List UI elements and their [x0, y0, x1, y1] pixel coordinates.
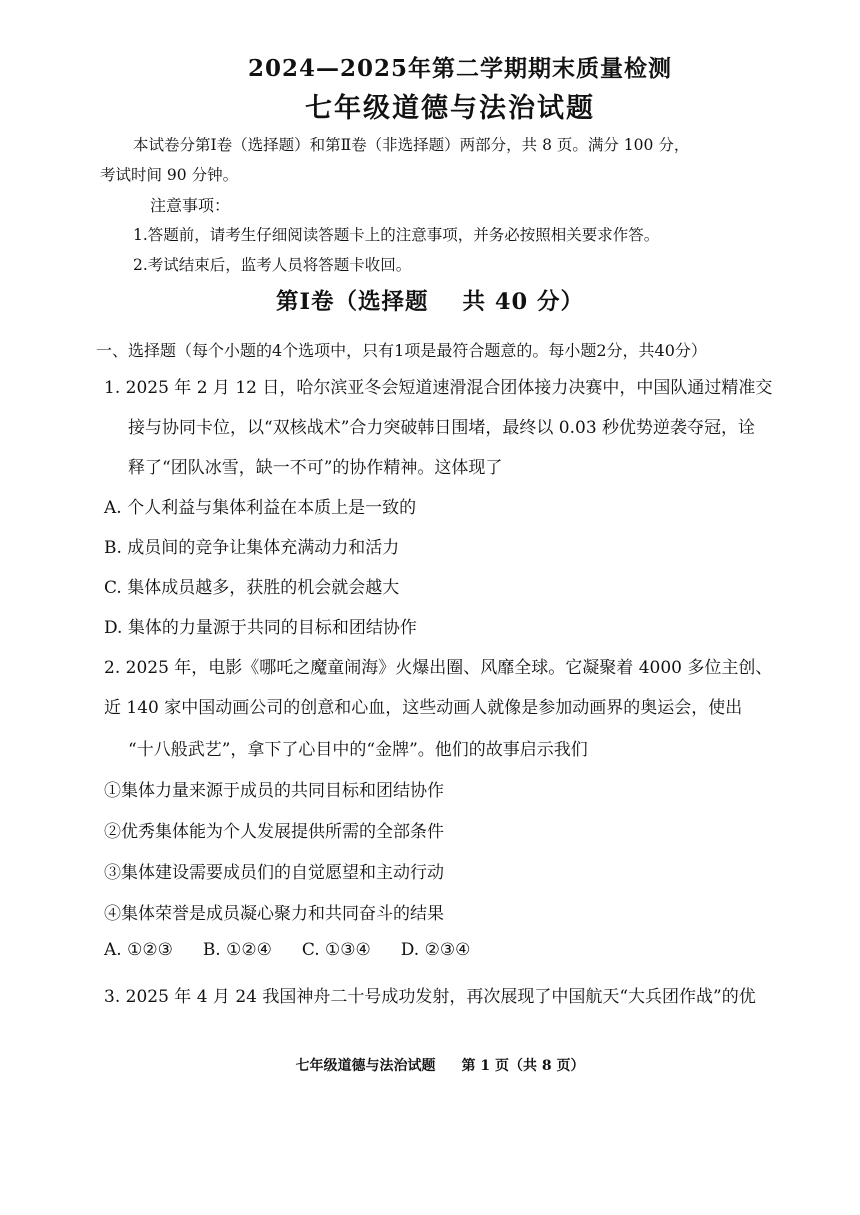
q1-option-d: D. 集体的力量源于共同的目标和团结协作: [104, 618, 417, 638]
q1-line-2: 接与协同卡位，以“双核战术”合力突破韩日围堵，最终以 0.03 秒优势逆袭夺冠，诠: [128, 418, 756, 438]
footer-subject: 七年级道德与法治试题: [295, 1058, 436, 1074]
exam-title: 2024—2025年第二学期期末质量检测: [247, 55, 673, 82]
q2-line-3: “十八般武艺”，拿下了心目中的“金牌”。他们的故事启示我们: [128, 740, 588, 760]
page-footer: [0, 1055, 860, 1075]
q2-choice-a: A. ①②③: [104, 940, 173, 960]
exam-subtitle: 七年级道德与法治试题: [305, 93, 595, 124]
q2-choices: [104, 940, 500, 960]
q2-line-2: 近 140 家中国动画公司的创意和心血，这些动画人就像是参加动画界的奥运会，使出: [104, 698, 743, 718]
notice-heading: 注意事项：: [150, 196, 231, 215]
section-title: [0, 284, 860, 316]
intro-line-2: 考试时间 90 分钟。: [100, 166, 239, 184]
notice-item-2: 2.考试结束后，监考人员将答题卡收回。: [133, 256, 412, 274]
q2-choice-b: B. ①②④: [202, 940, 272, 960]
part-one-heading: 一、选择题（每个小题的4个选项中，只有1项是最符合题意的。每小题2分，共40分）: [96, 341, 707, 360]
intro-line-1: 本试卷分第Ⅰ卷（选择题）和第Ⅱ卷（非选择题）两部分，共 8 页。满分 100 分，: [133, 136, 690, 154]
section-title-part2: 共 40 分）: [462, 289, 584, 315]
q2-statement-2: ②优秀集体能为个人发展提供所需的全部条件: [104, 822, 444, 842]
notice-item-1: 1.答题前，请考生仔细阅读答题卡上的注意事项，并务必按照相关要求作答。: [133, 226, 660, 244]
q1-option-a: A. 个人利益与集体利益在本质上是一致的: [104, 498, 417, 518]
q2-line-1: 2. 2025 年，电影《哪吒之魔童闹海》火爆出圈、风靡全球。它凝聚着 4000 多位主创、: [104, 658, 773, 678]
q2-statement-4: ④集体荣誉是成员凝心聚力和共同奋斗的结果: [104, 904, 444, 924]
q2-choice-d: D. ②③④: [400, 940, 471, 960]
section-title-part1: 第Ⅰ卷（选择题: [275, 289, 429, 315]
q2-choice-c: C. ①③④: [301, 940, 371, 960]
q2-statement-3: ③集体建设需要成员们的自觉愿望和主动行动: [104, 863, 444, 883]
footer-page-number: 第 1 页（共 8 页）: [461, 1058, 585, 1074]
q1-option-c: C. 集体成员越多，获胜的机会就会越大: [104, 578, 400, 598]
q3-line-1: 3. 2025 年 4 月 24 我国神舟二十号成功发射，再次展现了中国航天“大兵团作战”的优: [104, 987, 756, 1007]
q2-statement-1: ①集体力量来源于成员的共同目标和团结协作: [104, 781, 444, 801]
q1-line-3: 释了“团队冰雪，缺一不可”的协作精神。这体现了: [128, 458, 503, 478]
q1-option-b: B. 成员间的竞争让集体充满动力和活力: [104, 538, 400, 558]
q1-line-1: 1. 2025 年 2 月 12 日，哈尔滨亚冬会短道速滑混合团体接力决赛中，中国队通过精准交: [104, 378, 773, 398]
